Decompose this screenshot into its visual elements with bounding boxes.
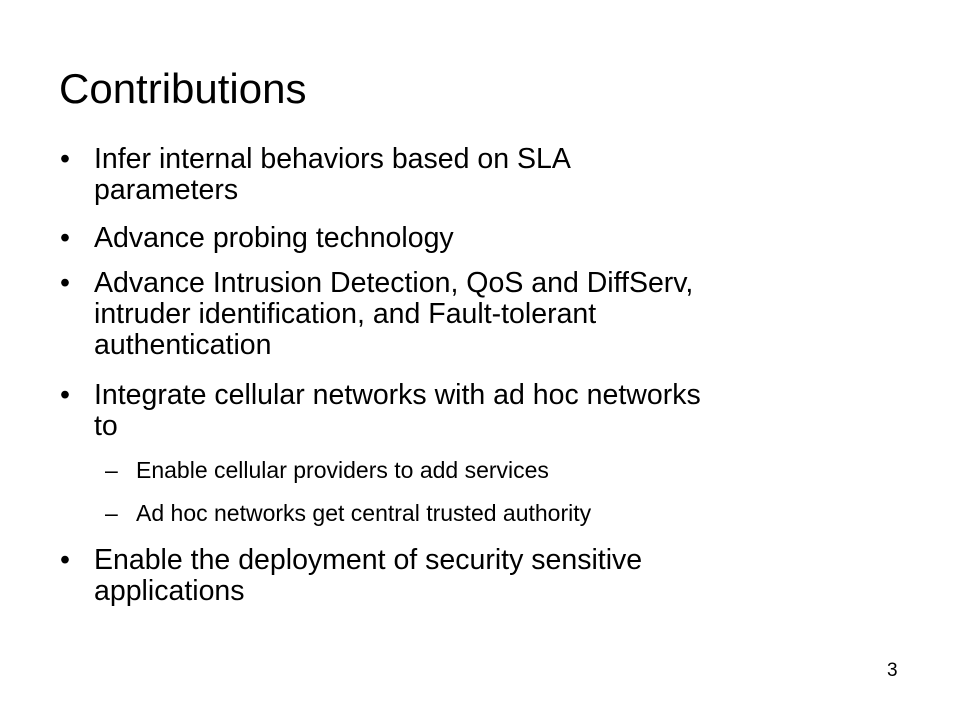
bullet-marker: • bbox=[60, 379, 70, 411]
bullet-marker: • bbox=[60, 267, 70, 299]
bullet-text bbox=[94, 268, 890, 361]
bullet-line: Infer internal behaviors based on SLA bbox=[94, 143, 571, 175]
bullet-line: applications bbox=[94, 575, 245, 607]
page-number: 3 bbox=[887, 660, 898, 681]
bullet-text bbox=[94, 545, 890, 607]
bullet-line: parameters bbox=[94, 174, 239, 206]
bullet-line: to bbox=[94, 410, 118, 442]
sub-bullet-text: Ad hoc networks get central trusted authority bbox=[136, 500, 592, 526]
bullet-text bbox=[94, 380, 890, 442]
bullet-marker: • bbox=[60, 222, 70, 254]
bullet-marker: • bbox=[60, 544, 70, 576]
bullet-line: Advance Intrusion Detection, QoS and DiffServ, bbox=[94, 267, 694, 299]
sub-bullet-marker: – bbox=[105, 500, 118, 526]
bullet-marker: • bbox=[60, 143, 70, 175]
sub-bullet-marker: – bbox=[105, 457, 118, 483]
bullet-line: Enable the deployment of security sensitive bbox=[94, 544, 643, 576]
bullet-text bbox=[94, 223, 890, 254]
slide-title: Contributions bbox=[59, 65, 307, 112]
bullet-text bbox=[94, 144, 890, 206]
bullet-line: Integrate cellular networks with ad hoc networks bbox=[94, 379, 701, 411]
bullet-line: Advance probing technology bbox=[94, 222, 454, 254]
bullet-line: authentication bbox=[94, 329, 272, 361]
sub-bullet-text: Enable cellular providers to add services bbox=[136, 457, 549, 483]
bullet-line: intruder identification, and Fault-tolerant bbox=[94, 298, 597, 330]
